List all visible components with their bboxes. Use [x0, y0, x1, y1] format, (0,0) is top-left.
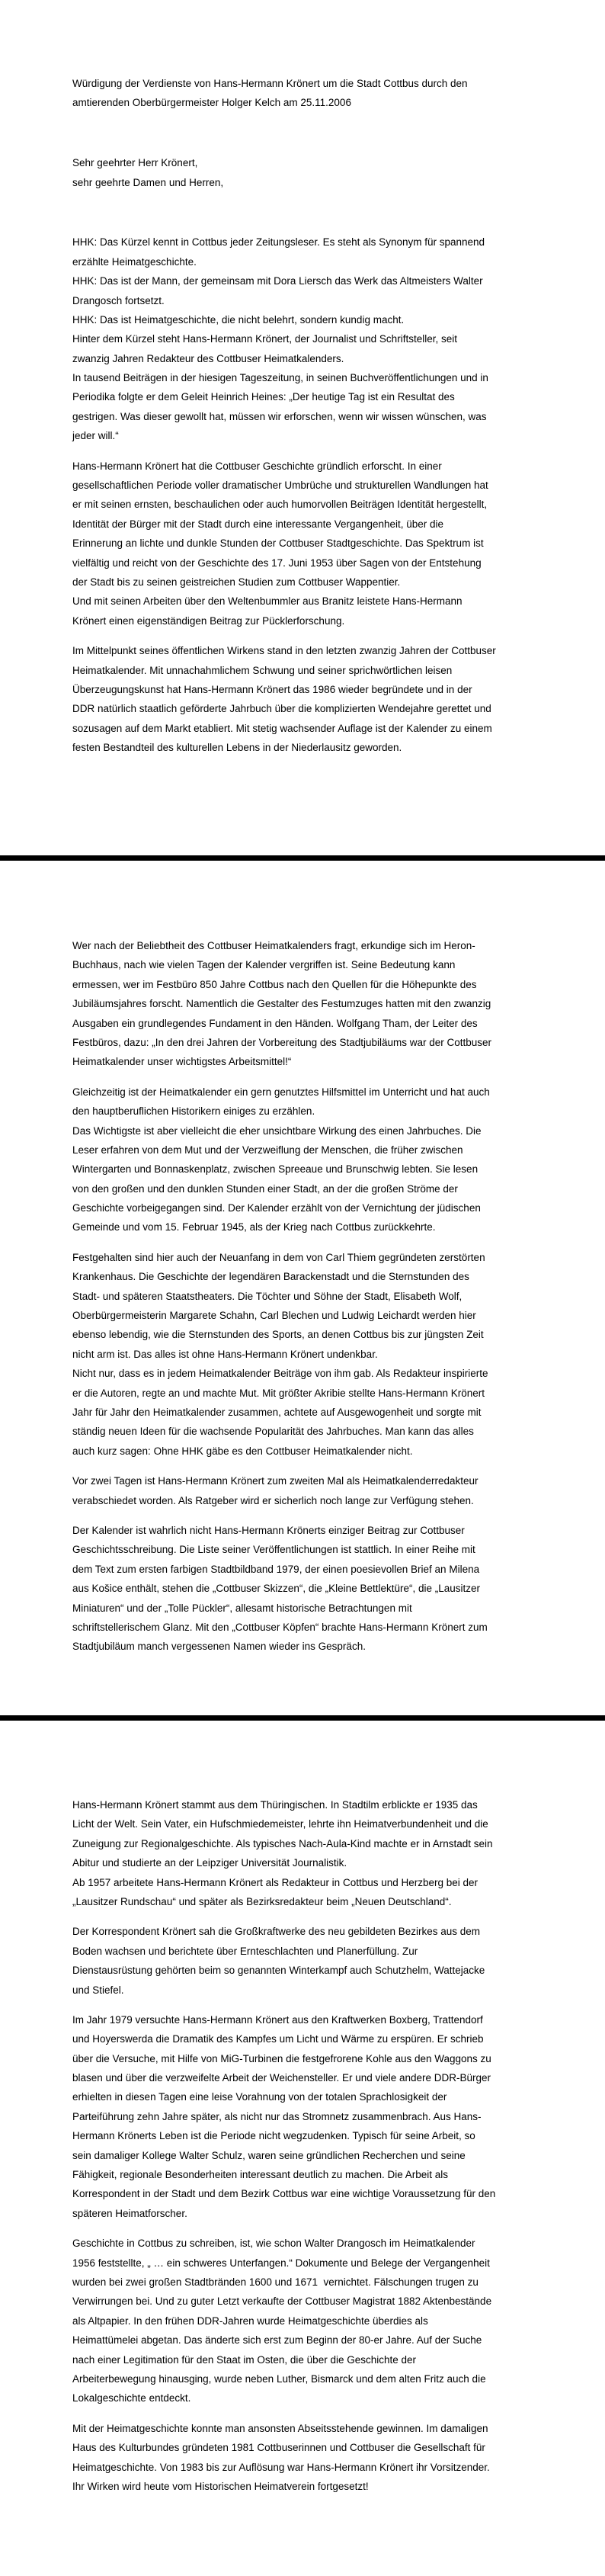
text-line: Oberbürgermeisterin Margarete Schahn, Carl Blechen und Ludwig Leichardt werden hier	[72, 1310, 476, 1322]
text-line: schriftstellerischem Glanz. Mit den „Cottbuser Köpfen“ brachte Hans-Hermann Krönert zum	[72, 1621, 488, 1633]
text-line: Hinter dem Kürzel steht Hans-Hermann Krönert, der Journalist und Schriftsteller, seit	[72, 333, 457, 345]
text-line: Identität der Bürger mit der Stadt durch eine interessante Vergangenheit, über die	[72, 518, 444, 530]
text-line: aus Košice enthält, stehen die „Cottbuser Skizzen“, die „Kleine Bettlektüre“, die „Lausitzer	[72, 1583, 481, 1595]
text-line: Heimatgeschichte. Von 1983 bis zur Auflösung war Hans-Hermann Krönert ihr Vorsitzender.	[72, 2461, 490, 2473]
text-line: wurden bei zwei großen Stadtbränden 1600 und 1671 vernichtet. Fälschungen trugen zu	[72, 2276, 479, 2288]
text-line: festen Bestandteil des kulturellen Lebens in der Niederlausitz geworden.	[72, 742, 402, 754]
text-line: sein damaliger Kollege Walter Schulz, waren seine gründlichen Recherchen und seine	[72, 2149, 466, 2161]
text-line: späteren Heimatforscher.	[72, 2207, 187, 2219]
text-line: HHK: Das ist der Mann, der gemeinsam mit Dora Liersch das Werk das Altmeisters Walter	[72, 275, 483, 287]
text-line: dem Text zum ersten farbigen Stadtbildband 1979, der einen poesievollen Brief an Milena	[72, 1563, 480, 1575]
text-line: und Stiefel.	[72, 1984, 124, 1996]
text-line: In tausend Beiträgen in der hiesigen Tageszeitung, in seinen Buchveröffentlichungen und in	[72, 372, 488, 384]
text-line: Ihr Wirken wird heute vom Historischen Heimatverein fortgesetzt!	[72, 2480, 369, 2492]
text-line: Überzeugungskunst hat Hans-Hermann Krönert das 1986 wieder begründete und in der	[72, 683, 472, 695]
text-line: Der Kalender ist wahrlich nicht Hans-Hermann Krönerts einziger Beitrag zur Cottbuser	[72, 1524, 465, 1536]
page-divider-1	[0, 855, 605, 861]
text-line: ständig neuen Ideen für die wachsende Popularität des Jahrbuches. Man kann das alles	[72, 1426, 474, 1438]
text-line: Stadt- und späteren Staatstheaters. Die Töchter und Söhne der Stadt, Elisabeth Wolf,	[72, 1290, 463, 1302]
paragraph	[72, 1471, 542, 1510]
text-line: er die Autoren, regte an und machte Mut. Mit größter Akribie stellte Hans-Hermann Krönert	[72, 1387, 485, 1399]
text-line: von den großen und den dunklen Stunden einer Stadt, an der die großen Ströme der	[72, 1182, 458, 1195]
text-line: Korrespondent in der Stadt und dem Bezirk Cottbus war eine wichtige Voraussetzung für den	[72, 2188, 496, 2200]
text-line: Heimatkalender unser wichtigstes Arbeitsmittel!“	[72, 1056, 292, 1068]
text-line: Festgehalten sind hier auch der Neuanfang in dem von Carl Thiem gegründeten zerstörten	[72, 1251, 485, 1263]
text-line: Heimatkalender. Mit unnachahmlichem Schwung und seiner sprichwörtlichen leisen	[72, 664, 453, 676]
text-line: Parteiführung zehn Jahre später, als nicht nur das Stromnetz zusammenbrach. Aus Hans-	[72, 2110, 482, 2122]
text-line: blasen und über die verzweifelte Arbeit der Weichensteller. Er und viele andere DDR-Bürger	[72, 2072, 491, 2084]
document-title	[72, 74, 542, 113]
text-line: Periodika folgte er dem Geleit Heinrich Heines: „Der heutige Tag ist ein Resultat des	[72, 391, 455, 403]
text-line	[72, 124, 542, 143]
text-line: Ausgaben ein grundlegendes Fundament in den Händen. Wolfgang Tham, der Leiter des	[72, 1017, 478, 1029]
page-2	[72, 936, 542, 1657]
text-line: und Hoyerswerda die Dramatik des Kampfes um Licht und Wärme zu erspüren. Er schrieb	[72, 2033, 484, 2045]
text-line: Abitur und studierte an der Leipziger Universität Journalistik.	[72, 1857, 347, 1869]
text-line: Hermann Krönerts Leben ist die Periode nicht wegzudenken. Typisch für seine Arbeit, so	[72, 2130, 475, 2142]
text-line: Gemeinde und vom 15. Februar 1945, als der Krieg nach Cottbus zurückkehrte.	[72, 1221, 436, 1233]
text-line: Wer nach der Beliebtheit des Cottbuser Heimatkalenders fragt, erkundige sich im Heron-	[72, 940, 475, 951]
text-line: Jahr für Jahr den Heimatkalender zusammen, achtete auf Ausgewogenheit und sorgte mit	[72, 1406, 482, 1418]
text-line: erhielten in diesen Tagen eine leise Vorahnung von der totalen Sprachlosigkeit der	[72, 2091, 447, 2103]
paragraph	[72, 936, 542, 1072]
text-line: Festbüros, dazu: „In den drei Jahren der Vorbereitung des Stadtjubiläums war der Cottbuser	[72, 1036, 492, 1048]
paragraph-hhk	[72, 233, 542, 445]
text-line: auch kurz sagen: Ohne HHK gäbe es den Cottbuser Heimatkalender nicht.	[72, 1445, 413, 1457]
text-line: Buchhaus, nach wie vielen Tagen der Kalender vergriffen ist. Seine Bedeutung kann	[72, 959, 456, 971]
text-line: Der Korrespondent Krönert sah die Großkraftwerke des neu gebildeten Bezirkes aus dem	[72, 1926, 481, 1938]
text-line: Erinnerung an lichte und dunkle Stunden der Cottbuser Stadtgeschichte. Das Spektrum ist	[72, 537, 484, 550]
text-line: den hauptberuflichen Historikern einiges zu erzählen.	[72, 1105, 315, 1118]
paragraph	[72, 1083, 542, 1237]
paragraph	[72, 457, 542, 631]
text-line: als Altpapier. In den frühen DDR-Jahren wurde Heimatgeschichte überdies als	[72, 2315, 428, 2327]
paragraph	[72, 1248, 542, 1461]
text-line: der Stadt bis zu seinen geistreichen Studien zum Cottbuser Wappentier.	[72, 576, 401, 588]
text-line: DDR natürlich staatlich geförderte Jahrbuch über die komplizierten Wendejahre gerettet und	[72, 703, 491, 715]
text-line: Krankenhaus. Die Geschichte der legendären Barackenstadt und die Sternstunden des	[72, 1271, 469, 1283]
text-line: Hans-Hermann Krönert hat die Cottbuser Geschichte gründlich erforscht. In einer	[72, 460, 442, 472]
text-line: Im Mittelpunkt seines öffentlichen Wirkens stand in den letzten zwanzig Jahren der Cottbuser	[72, 645, 496, 657]
text-line: Heimattümelei abgetan. Das änderte sich erst zum Beginn der 80-er Jahre. Auf der Suche	[72, 2334, 482, 2347]
text-line: Arbeiterbewegung hinausging, wurde neben Luther, Bismarck und dem alten Fritz auch die	[72, 2372, 486, 2385]
text-line: 1956 feststellte, „ … ein schweres Unterfangen.“ Dokumente und Belege der Vergangenheit	[72, 2257, 490, 2269]
text-line: Ab 1957 arbeitete Hans-Hermann Krönert als Redakteur in Cottbus und Herzberg bei der	[72, 1876, 479, 1888]
page-divider-2	[0, 1715, 605, 1721]
text-line: Krönert einen eigenständigen Beitrag zur Pücklerforschung.	[72, 614, 345, 627]
text-line: gestrigen. Was dieser gewollt hat, müssen wir erforschen, wenn wir wissen wünschen, was	[72, 410, 487, 422]
text-line: Licht der Welt. Sein Vater, ein Hufschmiedemeister, lehrte ihn Heimatverbundenheit und die	[72, 1818, 488, 1830]
text-line: Im Jahr 1979 versuchte Hans-Hermann Krönert aus den Kraftwerken Boxberg, Trattendorf	[72, 2013, 483, 2026]
text-line: verabschiedet worden. Als Ratgeber wird er sicherlich noch lange zur Verfügung stehen.	[72, 1494, 474, 1506]
text-line: gesellschaftlichen Periode voller dramatischer Umbrüche und strukturellen Wandlungen hat	[72, 480, 488, 492]
text-line: Hans-Hermann Krönert stammt aus dem Thüringischen. In Stadtilm erblickte er 1935 das	[72, 1799, 478, 1811]
blank-line	[72, 203, 542, 222]
text-line: nach einer Legitimation für den Staat im Osten, die über die Geschichte der	[72, 2353, 417, 2366]
text-line: Leser erfahren von dem Mut und der Verzweiflung der Menschen, die früher zwischen	[72, 1144, 463, 1156]
text-line: Drangosch fortsetzt.	[72, 294, 165, 306]
text-line: Geschichtsschreibung. Die Liste seiner Veröffentlichungen ist stattlich. In einer Reihe mit	[72, 1544, 475, 1556]
text-line: HHK: Das ist Heimatgeschichte, die nicht belehrt, sondern kundig macht.	[72, 313, 405, 326]
text-line: vielfältig und reicht von der Geschichte des 17. Juni 1953 über Sagen von der Entstehung	[72, 557, 482, 569]
text-line: ebenso lebendig, wie die Sternstunden des Sports, an denen Cottbus bis zur jüngsten Zeit	[72, 1329, 484, 1341]
text-line	[72, 203, 542, 222]
text-line: Boden wachsen und berichtete über Ernteschlachten und Planerfüllung. Zur	[72, 1945, 418, 1957]
text-line: Wintergarten und Bonnaskenplatz, zwischen Spreeaue und Brunschwig lebten. Sie lesen	[72, 1163, 479, 1176]
paragraph	[72, 1795, 542, 1911]
text-line: sehr geehrte Damen und Herren,	[72, 176, 224, 188]
text-line: Jubiläumsjahres forscht. Namentlich die Gestalter des Festumzuges hatten mit den zwanzig	[72, 998, 491, 1010]
text-line: Lokalgeschichte entdeckt.	[72, 2392, 191, 2404]
paragraph	[72, 2010, 542, 2223]
text-line: Verwirrungen bei. Und zu guter Letzt verkaufte der Cottbuser Magistrat 1882 Aktenbestände	[72, 2295, 492, 2308]
text-line: Mit der Heimatgeschichte konnte man ansonsten Abseitsstehende gewinnen. Im damaligen	[72, 2422, 488, 2434]
text-line: Zuneigung zur Regionalgeschichte. Als typisches Nach-Aula-Kind machte er in Arnstadt sein	[72, 1837, 493, 1849]
text-line: über die Versuche, mit Hilfe von MiG-Turbinen die festgefrorene Kohle aus den Waggons zu	[72, 2052, 491, 2064]
title-line: amtierenden Oberbürgermeister Holger Kelch am 25.11.2006	[72, 97, 351, 109]
text-line: Vor zwei Tagen ist Hans-Hermann Krönert zum zweiten Mal als Heimatkalenderredakteur	[72, 1475, 479, 1487]
text-line: Das Wichtigste ist aber vielleicht die eher unsichtbare Wirkung des einen Jahrbuches. Die	[72, 1124, 482, 1137]
text-line: HHK: Das Kürzel kennt in Cottbus jeder Zeitungsleser. Es steht als Synonym für spannend	[72, 236, 485, 249]
text-line: nicht arm ist. Das alles ist ohne Hans-Hermann Krönert undenkbar.	[72, 1348, 378, 1360]
title-line: Würdigung der Verdienste von Hans-Hermann Krönert um die Stadt Cottbus durch den	[72, 78, 468, 89]
page-1	[72, 74, 542, 758]
text-line: Sehr geehrter Herr Krönert,	[72, 157, 198, 169]
blank-line	[72, 124, 542, 143]
text-line: er mit seinen ernsten, beschaulichen oder auch humorvollen Beiträgen Identität hergestellt,	[72, 499, 488, 511]
text-line: Dienstausrüstung gehörten beim so genannten Winterkampf auch Schutzhelm, Wattejacke	[72, 1965, 485, 1977]
text-line: jeder will.“	[72, 430, 119, 442]
text-line: Geschichte vorbeigegangen sind. Der Kalender erzählt von der Vernichtung der jüdischen	[72, 1202, 481, 1214]
text-line: Miniaturen“ und der „Tolle Pückler“, allesamt historische Betrachtungen mit	[72, 1602, 412, 1614]
text-line: erzählte Heimatgeschichte.	[72, 255, 197, 268]
paragraph	[72, 2419, 542, 2497]
page-3	[72, 1795, 542, 2496]
text-line: Fähigkeit, regionale Besonderheiten interessant deutlich zu machen. Die Arbeit als	[72, 2169, 449, 2181]
paragraph	[72, 1922, 542, 2000]
paragraph	[72, 2234, 542, 2408]
text-line: zwanzig Jahren Redakteur des Cottbuser Heimatkalenders.	[72, 352, 344, 364]
text-line: Stadtjubiläum manch vergessenen Namen wieder ins Gespräch.	[72, 1641, 366, 1653]
text-line: ermessen, wer im Festbüro 850 Jahre Cottbus nach den Quellen für die Höhepunkte des	[72, 978, 477, 990]
text-line: „Lausitzer Rundschau“ und später als Bezirksredakteur beim „Neuen Deutschland“.	[72, 1895, 452, 1907]
text-line: sozusagen auf dem Markt etabliert. Mit stetig wachsender Auflage ist der Kalender zu einem	[72, 722, 492, 734]
text-line: Gleichzeitig ist der Heimatkalender ein gern genutztes Hilfsmittel im Unterricht und hat auch	[72, 1086, 490, 1098]
text-line: Und mit seinen Arbeiten über den Weltenbummler aus Branitz leistete Hans-Hermann	[72, 595, 463, 608]
paragraph	[72, 1521, 542, 1657]
salutation	[72, 153, 542, 192]
text-line: Haus des Kulturbundes gründeten 1981 Cottbuserinnen und Cottbuser die Gesellschaft für	[72, 2442, 485, 2454]
text-line: Geschichte in Cottbus zu schreiben, ist, wie schon Walter Drangosch im Heimatkalender	[72, 2238, 475, 2250]
text-line: Nicht nur, dass es in jedem Heimatkalender Beiträge von ihm gab. Als Redakteur inspirierte	[72, 1368, 488, 1380]
paragraph	[72, 641, 542, 757]
